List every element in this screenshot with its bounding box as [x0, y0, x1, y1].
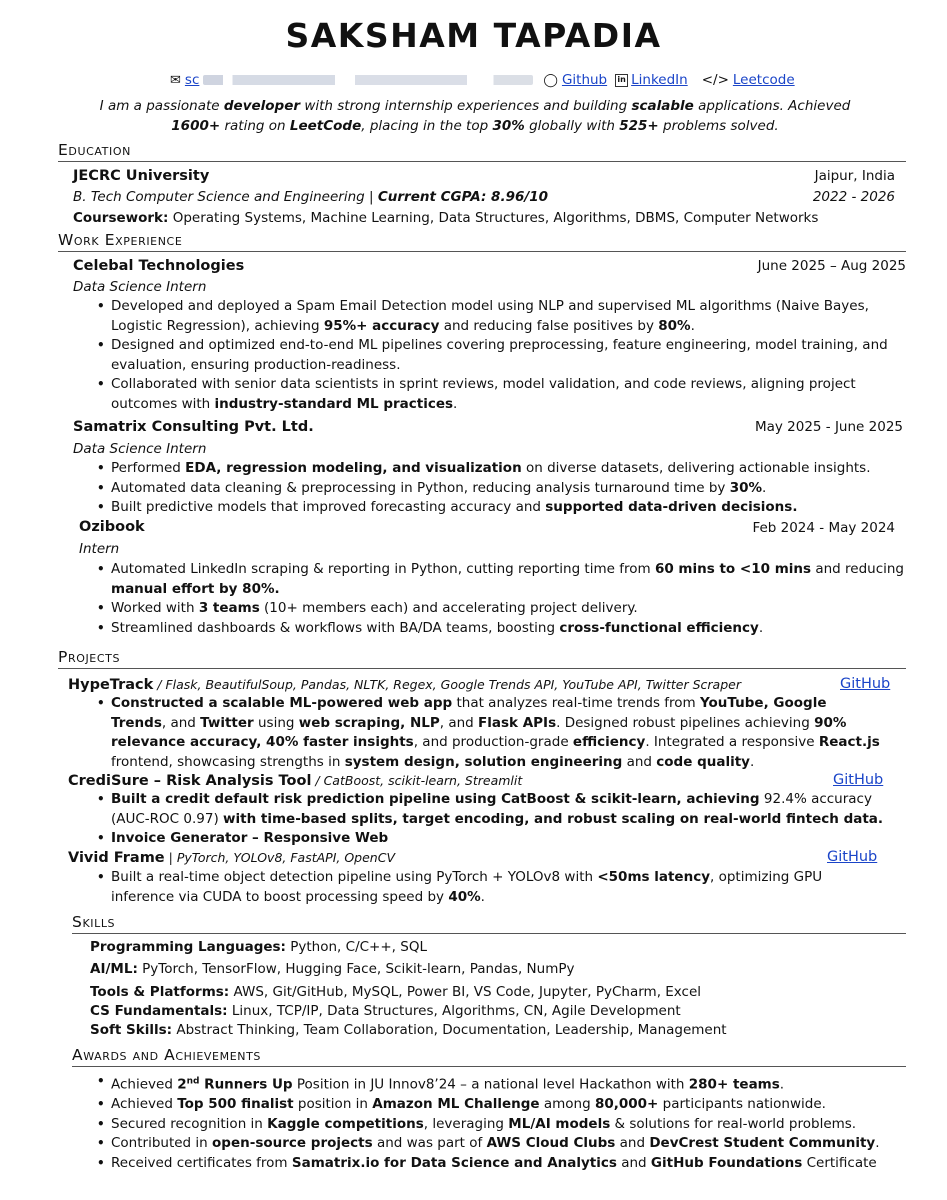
- work-celebal-dates: June 2025 – Aug 2025: [757, 258, 906, 274]
- leetcode-link[interactable]: Leetcode: [732, 72, 795, 88]
- education-location: Jaipur, India: [814, 168, 895, 184]
- list-item: • Collaborated with senior data scientists in sprint reviews, model validation, and code reviews, aligning project outcomes with industry-standard ML practices.: [93, 375, 923, 414]
- skills-soft: Soft Skills: Abstract Thinking, Team Collaboration, Documentation, Leadership, Management: [90, 1022, 727, 1038]
- project-hypetrack-bullets: [93, 694, 923, 772]
- education-school: JECRC University: [73, 168, 210, 184]
- github-icon: ◯: [543, 72, 558, 88]
- skills-aiml: AI/ML: PyTorch, TensorFlow, Hugging Face, Scikit-learn, Pandas, NumPy: [90, 961, 575, 977]
- list-item: • Automated LinkedIn scraping & reporting in Python, cutting reporting time from 60 mins to <10 mins and reducing manual effort by 80%.: [93, 560, 923, 599]
- project-vividframe-title: Vivid Frame | PyTorch, YOLOv8, FastAPI, OpenCV: [68, 850, 395, 866]
- education-coursework: Coursework: Operating Systems, Machine Learning, Data Structures, Algorithms, DBMS, Computer Networks: [73, 210, 819, 226]
- work-celebal-org: Celebal Technologies: [73, 258, 245, 274]
- list-item: • Automated data cleaning & preprocessing in Python, reducing analysis turnaround time by 30%.: [93, 479, 923, 499]
- section-awards: Awards and Achievements: [72, 1045, 906, 1067]
- education-degree: B. Tech Computer Science and Engineering | Current CGPA: 8.96/10: [73, 189, 549, 205]
- list-item: • Developed and deployed a Spam Email Detection model using NLP and supervised ML algorithms (Naive Bayes, Logistic Regression), achieving 95%+ accuracy and reducing false positives by 80%.: [93, 297, 923, 336]
- work-samatrix-role: Data Science Intern: [73, 441, 207, 457]
- linkedin-icon: in: [615, 74, 628, 87]
- list-item: • Designed and optimized end-to-end ML pipelines covering preprocessing, feature engineering, model training, and evaluation, ensuring production-readiness.: [93, 336, 923, 375]
- list-item: • Achieved Top 500 finalist position in Amazon ML Challenge among 80,000+ participants nationwide.: [93, 1095, 923, 1115]
- skills-tools: Tools & Platforms: AWS, Git/GitHub, MySQL, Power BI, VS Code, Jupyter, PyCharm, Excel: [90, 984, 702, 1000]
- github-link[interactable]: Github: [561, 72, 608, 88]
- skills-cs-fundamentals: CS Fundamentals: Linux, TCP/IP, Data Structures, Algorithms, CN, Agile Development: [90, 1003, 681, 1019]
- list-item: • Secured recognition in Kaggle competitions, leveraging ML/AI models & solutions for real-world problems.: [93, 1115, 923, 1135]
- work-ozibook-dates: Feb 2024 - May 2024: [752, 520, 895, 536]
- envelope-icon: ✉: [170, 72, 181, 88]
- list-item: • Invoice Generator – Responsive Web: [93, 829, 923, 849]
- summary: I am a passionate developer with strong internship experiences and building scalable applications. Achieved 1600+ rating on LeetCode, placing in the top 30% globally with 525+ problems solved.: [99, 98, 851, 134]
- project-credisure-title: CrediSure – Risk Analysis Tool / CatBoost, scikit-learn, Streamlit: [68, 773, 523, 789]
- email-link[interactable]: sc: [184, 72, 200, 88]
- list-item: • Received certificates from Samatrix.io for Data Science and Analytics and GitHub Foundations Certificate: [93, 1154, 923, 1174]
- project-credisure-bullets: [93, 790, 923, 849]
- linkedin-link[interactable]: LinkedIn: [631, 72, 688, 88]
- project-hypetrack-github-link[interactable]: GitHub: [840, 676, 891, 692]
- education-dates: 2022 - 2026: [812, 189, 895, 205]
- code-icon: </>: [701, 72, 729, 88]
- work-ozibook-org: Ozibook: [79, 519, 145, 535]
- list-item: • Achieved 2nd Runners Up Position in JU Innov8’24 – a national level Hackathon with 280+ teams.: [93, 1072, 923, 1095]
- project-credisure-github-link[interactable]: GitHub: [833, 772, 884, 788]
- work-samatrix-bullets: [93, 459, 923, 518]
- work-samatrix-dates: May 2025 - June 2025: [754, 419, 903, 435]
- skills-programming: Programming Languages: Python, C/C++, SQL: [90, 939, 427, 955]
- awards-list: [93, 1072, 923, 1173]
- list-item: • Built predictive models that improved forecasting accuracy and supported data-driven decisions.: [93, 498, 923, 518]
- work-ozibook-bullets: [93, 560, 923, 638]
- work-samatrix-org: Samatrix Consulting Pvt. Ltd.: [73, 419, 314, 435]
- section-skills: Skills: [72, 912, 906, 934]
- list-item: • Worked with 3 teams (10+ members each) and accelerating project delivery.: [93, 599, 923, 619]
- section-projects: Projects: [58, 647, 906, 669]
- work-celebal-bullets: [93, 297, 923, 414]
- section-work-experience: Work Experience: [58, 230, 906, 252]
- project-vividframe-bullets: [93, 868, 923, 907]
- list-item: • Performed EDA, regression modeling, and visualization on diverse datasets, delivering actionable insights.: [93, 459, 923, 479]
- list-item: • Built a real-time object detection pipeline using PyTorch + YOLOv8 with <50ms latency, optimizing GPU inference via CUDA to boost processing speed by 40%.: [93, 868, 923, 907]
- list-item: • Contributed in open-source projects and was part of AWS Cloud Clubs and DevCrest Student Community.: [93, 1134, 923, 1154]
- project-vividframe-github-link[interactable]: GitHub: [827, 849, 878, 865]
- list-item: • Streamlined dashboards & workflows with BA/DA teams, boosting cross-functional efficiency.: [93, 619, 923, 639]
- work-ozibook-role: Intern: [79, 541, 120, 557]
- contact-bar: [170, 70, 810, 90]
- list-item: • Constructed a scalable ML-powered web app that analyzes real-time trends from YouTube, Google Trends, and Twitter using web scraping, NLP, and Flask APIs. Designed robust pipelines achieving 90% relevance accuracy, 40% faster insights, and production-grade efficiency. Integrated a responsive React.js frontend, showcasing strengths in system design, solution engineering and code quality.: [93, 694, 923, 772]
- list-item: • Built a credit default risk prediction pipeline using CatBoost & scikit-learn, achieving 92.4% accuracy (AUC-ROC 0.97) with time-based splits, target encoding, and robust scaling on real-world fintech data.: [93, 790, 923, 829]
- candidate-name: SAKSHAM TAPADIA: [285, 16, 662, 55]
- section-education: Education: [58, 140, 906, 162]
- work-celebal-role: Data Science Intern: [73, 279, 207, 295]
- project-hypetrack-title: HypeTrack / Flask, BeautifulSoup, Pandas, NLTK, Regex, Google Trends API, YouTube API, Twitter Scraper: [68, 677, 741, 693]
- redacted-email: [203, 75, 533, 85]
